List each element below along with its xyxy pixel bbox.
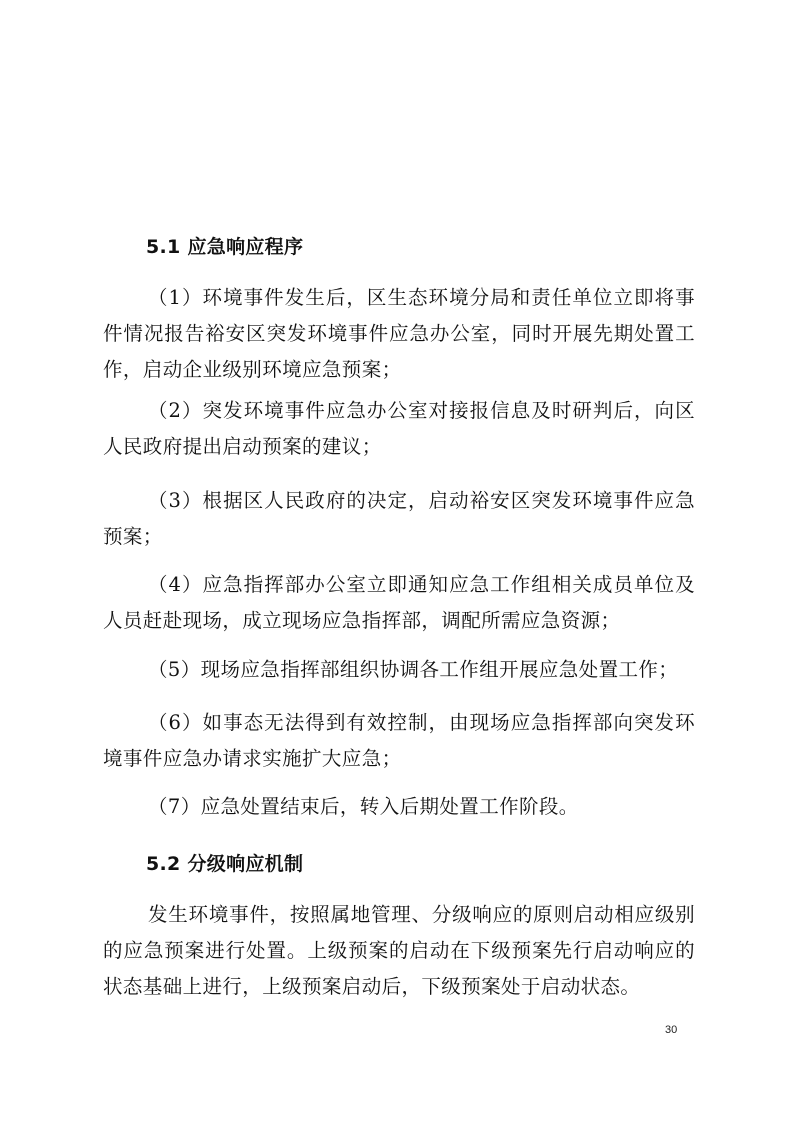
paragraph-item-6: （6）如事态无法得到有效控制，由现场应急指挥部向突发环境事件应急办请求实施扩大应急； [103, 711, 695, 770]
paragraph-item-2: （2）突发环境事件应急办公室对接报信息及时研判后，向区人民政府提出启动预案的建议； [103, 399, 695, 458]
section-heading-5-2: 5.2 分级响应机制 [146, 853, 304, 875]
paragraph-item-4: （4）应急指挥部办公室立即通知应急工作组相关成员单位及人员赶赴现场，成立现场应急指挥部，调配所需应急资源； [103, 573, 695, 632]
paragraph-item-5: （5）现场应急指挥部组织协调各工作组开展应急处置工作； [148, 658, 679, 681]
section-heading-5-1: 5.1 应急响应程序 [146, 236, 304, 258]
paragraph-item-7: （7）应急处置结束后，转入后期处置工作阶段。 [148, 795, 579, 818]
paragraph-item-3: （3）根据区人民政府的决定，启动裕安区突发环境事件应急预案； [103, 489, 695, 548]
paragraph-item-1: （1）环境事件发生后，区生态环境分局和责任单位立即将事件情况报告裕安区突发环境事件应急办公室，同时开展先期处置工作，启动企业级别环境应急预案； [103, 286, 695, 381]
page-number: 30 [665, 1024, 678, 1036]
paragraph-grading-mechanism: 发生环境事件，按照属地管理、分级响应的原则启动相应级别的应急预案进行处置。上级预案的启动在下级预案先行启动响应的状态基础上进行，上级预案启动后，下级预案处于启动状态。 [103, 903, 695, 998]
